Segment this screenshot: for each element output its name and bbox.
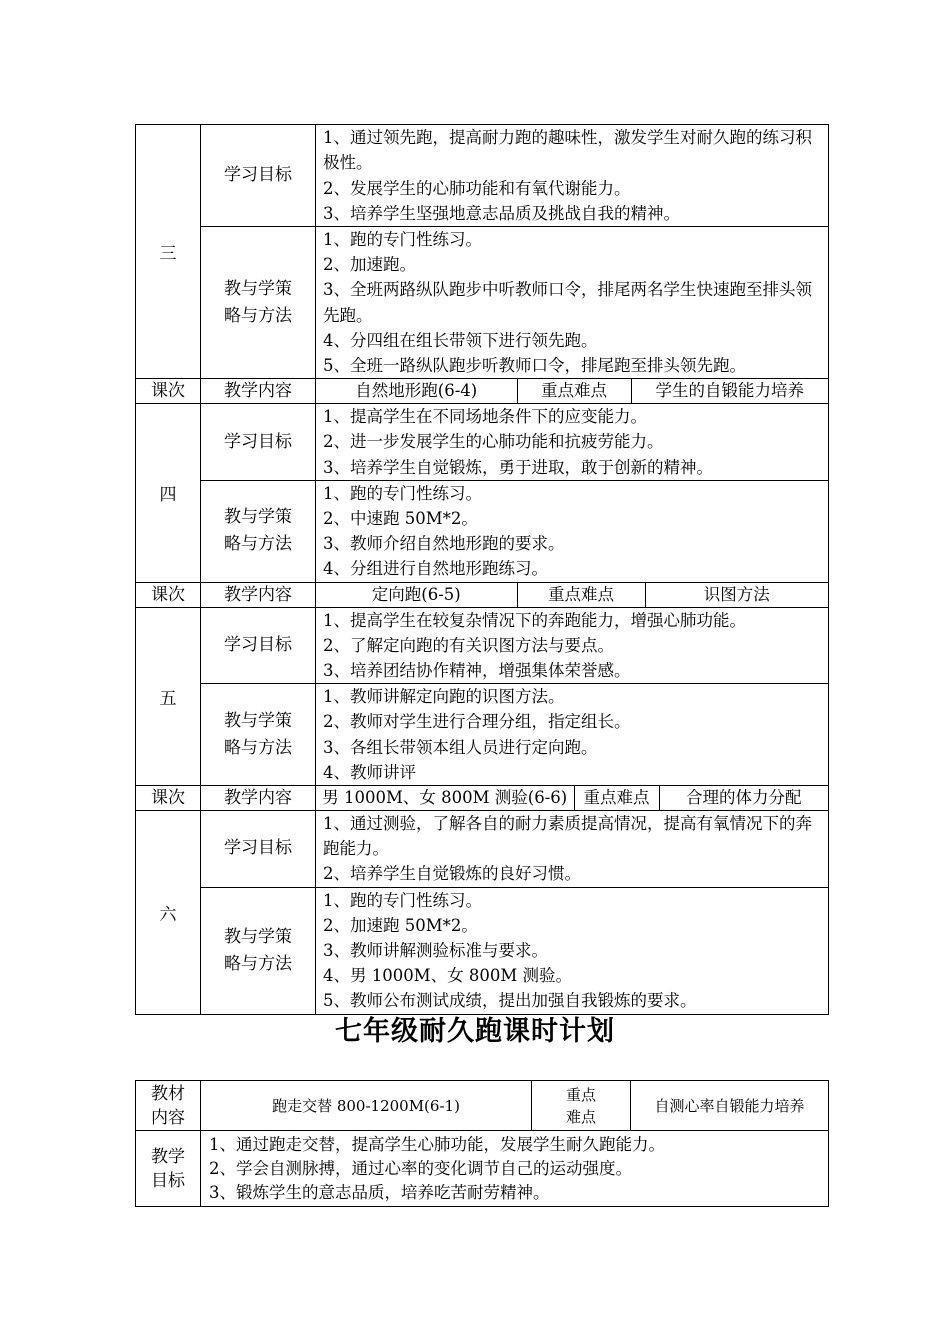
- strategy-list: [316, 684, 829, 786]
- list-item: 1、提高学生在不同场地条件下的应变能力。: [323, 407, 647, 427]
- list-item: 1、跑的专门性练习。: [323, 230, 482, 249]
- strategy-label: [201, 684, 316, 786]
- lesson-5-strategy-row: [136, 684, 829, 786]
- strategy-label-line: 教与学策: [224, 507, 292, 528]
- list-item: 1、通过跑走交替，提高学生心肺功能，发展学生耐久跑能力。: [209, 1134, 665, 1154]
- list-item: 3、教师介绍自然地形跑的要求。: [323, 534, 565, 554]
- content-value: 自然地形跑(6-4): [355, 381, 478, 401]
- list-item: 4、分组进行自然地形跑练习。: [323, 559, 548, 579]
- list-item: 5、教师公布测试成绩，提出加强自我锻炼的要求。: [323, 991, 697, 1011]
- strategy-label-line: 教与学策: [224, 278, 292, 299]
- list-item: 2、中速跑 50M*2。: [323, 509, 478, 529]
- content-label: 教学内容: [201, 582, 316, 607]
- list-item: 2、教师对学生进行合理分组，指定组长。: [323, 712, 631, 732]
- keypoint-value: 合理的体力分配: [659, 786, 828, 810]
- goal-label: [136, 1131, 201, 1207]
- list-item: 5、全班一路纵队跑步听教师口令，排尾跑至排头领先跑。: [323, 356, 746, 376]
- keypoint-value: 自测心率自锻能力培养: [631, 1081, 829, 1131]
- list-item: 3、全班两路纵队跑步中听教师口令，排尾两名学生快速跑至排头领先跑。: [323, 280, 812, 325]
- lesson-label: 课次: [136, 582, 201, 607]
- material-label-line: 内容: [151, 1107, 185, 1128]
- keypoint-label-line: 重点: [565, 1085, 596, 1104]
- lesson-6-strategy-row: [136, 887, 829, 1014]
- list-item: 3、培养团结协作精神，增强集体荣誉感。: [323, 661, 631, 681]
- objective-label: 学习目标: [201, 607, 316, 684]
- list-item: 3、各组长带领本组人员进行定向跑。: [323, 737, 598, 757]
- header-inner: [316, 786, 828, 810]
- lesson-label: 课次: [136, 379, 201, 404]
- strategy-label-line: 略与方法: [224, 953, 292, 974]
- objective-label: 学习目标: [201, 404, 316, 481]
- objective-list: [316, 404, 829, 481]
- list-item: 4、教师讲评: [323, 762, 416, 782]
- strategy-label: [201, 480, 316, 582]
- keypoint-value: 学生的自锻能力培养: [631, 379, 828, 403]
- list-item: 3、培养学生自觉锻炼，勇于进取，敢于创新的精神。: [323, 457, 713, 477]
- list-item: 1、通过领先跑，提高耐力跑的趣味性，激发学生对耐久跑的练习积极性。: [323, 128, 812, 173]
- strategy-label: [201, 887, 316, 1014]
- list-item: 3、培养学生坚强地意志品质及挑战自我的精神。: [323, 203, 680, 223]
- list-item: 3、教师讲解测验标准与要求。: [323, 941, 548, 961]
- header-inner: [316, 583, 828, 607]
- list-item: 1、通过测验，了解各自的耐力素质提高情况，提高有氧情况下的奔跑能力。: [323, 814, 812, 859]
- lesson-number: 六: [136, 811, 201, 1015]
- keypoint-value: 识图方法: [645, 583, 828, 607]
- strategy-label-line: 略与方法: [224, 305, 292, 326]
- list-item: 3、锻炼学生的意志品质，培养吃苦耐劳精神。: [209, 1182, 550, 1202]
- material-label: [136, 1081, 201, 1131]
- keypoint-label: [532, 1081, 631, 1131]
- strategy-list: [316, 887, 829, 1014]
- goal-list: [201, 1131, 829, 1207]
- goal-label-line: 目标: [151, 1170, 185, 1191]
- strategy-label-line: 略与方法: [224, 737, 292, 758]
- material-content: 跑走交替 800-1200M(6-1): [201, 1081, 532, 1131]
- list-item: 1、跑的专门性练习。: [323, 483, 482, 503]
- objective-list: [316, 811, 829, 888]
- summary-material-row: [136, 1081, 829, 1131]
- lesson-plan-table: [135, 124, 829, 1015]
- list-item: 1、跑的专门性练习。: [323, 890, 482, 910]
- content-value: 男 1000M、女 800M 测验(6-6): [322, 788, 568, 808]
- objective-label: 学习目标: [201, 125, 316, 227]
- lesson-number: 五: [136, 607, 201, 785]
- page-title: 七年级耐久跑课时计划: [335, 1016, 615, 1047]
- list-item: 2、发展学生的心肺功能和有氧代谢能力。: [323, 178, 631, 198]
- lesson-4-header-row: [136, 379, 829, 404]
- list-item: 4、分四组在组长带领下进行领先跑。: [323, 330, 598, 350]
- keypoint-label: 重点难点: [574, 786, 659, 810]
- strategy-label-line: 教与学策: [224, 710, 292, 731]
- lesson-4-objective-row: [136, 404, 829, 481]
- keypoint-label-line: 难点: [565, 1107, 596, 1126]
- lesson-6-header-row: [136, 786, 829, 811]
- summary-goal-row: [136, 1131, 829, 1207]
- strategy-list: [316, 227, 829, 379]
- material-label-line: 教材: [151, 1083, 185, 1104]
- lesson-label: 课次: [136, 786, 201, 811]
- list-item: 2、进一步发展学生的心肺功能和抗疲劳能力。: [323, 432, 664, 452]
- objective-list: [316, 607, 829, 684]
- list-item: 2、了解定向跑的有关识图方法与要点。: [323, 635, 614, 655]
- lesson-3-objective-row: [136, 125, 829, 227]
- list-item: 2、加速跑。: [323, 255, 416, 275]
- lesson-5-header-row: [136, 582, 829, 607]
- strategy-label-line: 教与学策: [224, 926, 292, 947]
- keypoint-label: 重点难点: [517, 379, 631, 403]
- list-item: 2、学会自测脉搏，通过心率的变化调节自己的运动强度。: [209, 1158, 632, 1178]
- list-item: 4、男 1000M、女 800M 测验。: [323, 966, 573, 986]
- strategy-label-line: 略与方法: [224, 534, 292, 555]
- objective-list: [316, 125, 829, 227]
- list-item: 1、提高学生在较复杂情况下的奔跑能力，增强心肺功能。: [323, 610, 746, 630]
- lesson-4-strategy-row: [136, 480, 829, 582]
- objective-label: 学习目标: [201, 811, 316, 888]
- content-label: 教学内容: [201, 786, 316, 811]
- lesson-5-objective-row: [136, 607, 829, 684]
- lesson-number: 三: [136, 125, 201, 379]
- keypoint-label: 重点难点: [517, 583, 645, 607]
- lesson-6-objective-row: [136, 811, 829, 888]
- strategy-list: [316, 480, 829, 582]
- strategy-label: [201, 227, 316, 379]
- content-value: 定向跑(6-5): [371, 584, 461, 604]
- goal-label-line: 教学: [151, 1146, 185, 1167]
- content-label: 教学内容: [201, 379, 316, 404]
- header-inner: [316, 379, 828, 403]
- summary-table: [135, 1080, 829, 1207]
- list-item: 2、培养学生自觉锻炼的良好习惯。: [323, 864, 581, 884]
- list-item: 2、加速跑 50M*2。: [323, 915, 478, 935]
- list-item: 1、教师讲解定向跑的识图方法。: [323, 687, 565, 707]
- lesson-3-strategy-row: [136, 227, 829, 379]
- lesson-number: 四: [136, 404, 201, 582]
